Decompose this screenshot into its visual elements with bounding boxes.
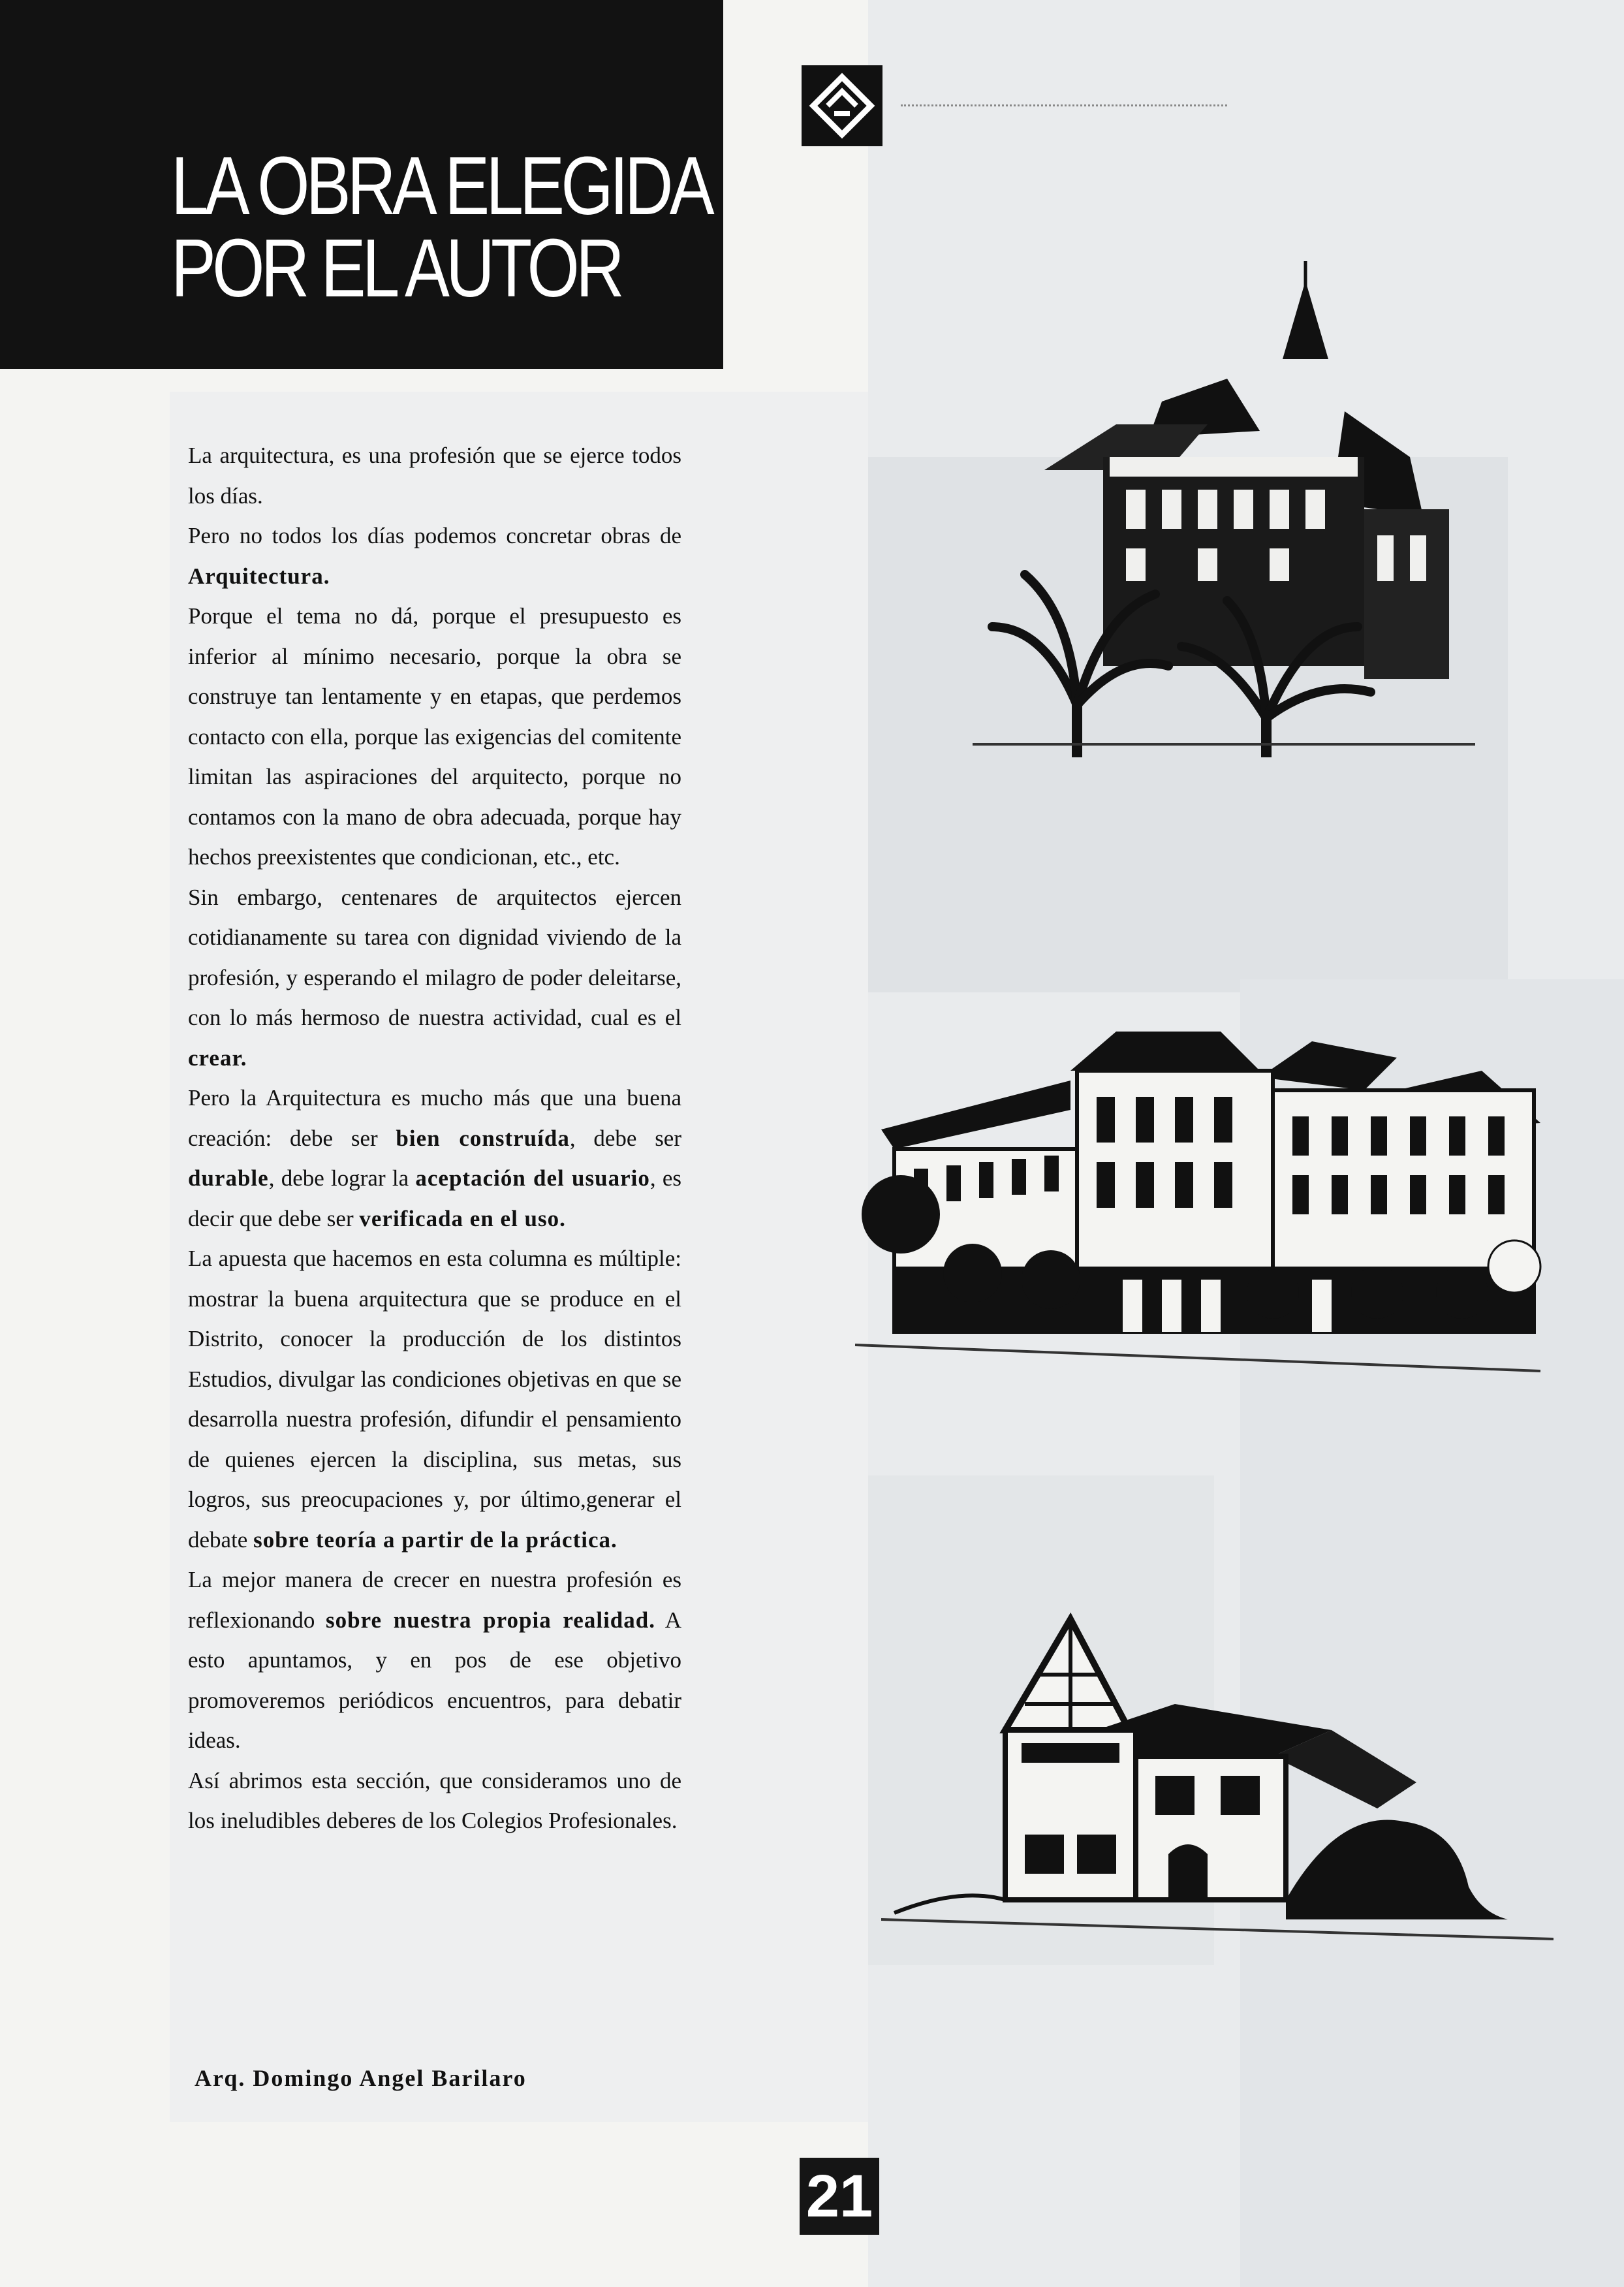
title-line: POR EL AUTOR (171, 222, 621, 314)
article-paragraph (188, 435, 681, 516)
text-run: Pero no todos los días podemos concretar obras de (188, 523, 681, 548)
article-paragraph (188, 1560, 681, 1761)
bold-text-run: verificada en el uso. (359, 1205, 566, 1231)
tower-villa-sketch-icon (953, 261, 1488, 757)
article-body (188, 435, 681, 1841)
bold-text-run: sobre teoría a partir de la práctica. (253, 1526, 617, 1553)
article-paragraph (188, 1761, 681, 1841)
text-run: A esto apuntamos, y en pos de ese objetivo promoveremos periódicos encuentros, para debatir ideas. (188, 1607, 681, 1753)
bold-text-run: aceptación del usuario (415, 1165, 650, 1191)
article-paragraph (188, 877, 681, 1079)
text-run: , debe ser (569, 1125, 681, 1151)
bold-text-run: bien construída (396, 1125, 570, 1151)
text-run: , debe lograr la (268, 1165, 416, 1191)
text-run: La arquitectura, es una profesión que se ejerce todos los días. (188, 443, 681, 509)
bold-text-run: sobre nuestra propia realidad. (326, 1607, 655, 1633)
bold-text-run: durable (188, 1165, 269, 1191)
article-paragraph (188, 596, 681, 877)
magazine-logo-icon (802, 65, 882, 146)
text-run: La apuesta que hacemos en esta columna es múltiple: mostrar la buena arquitectura que se produce en el Distrito, conocer la producción de los distintos Estudios, divulgar las condiciones objetivas en que se desarrolla nuestra profesión, difundir el pensamiento de quienes ejercen la disciplina, sus metas, sus logros, sus preocupaciones y, por último,generar el debate (188, 1246, 681, 1553)
article-paragraph (188, 1078, 681, 1238)
text-run: La mejor manera de crecer en nuestra profesión es reflexionando (188, 1567, 681, 1633)
page-number: 21 (800, 2158, 879, 2235)
tudor-house-sketch-icon (881, 1613, 1554, 1952)
article-paragraph (188, 516, 681, 596)
text-run: Sin embargo, centenares de arquitectos ejercen cotidianamente su tarea con dignidad viviendo de la profesión, y esperando el milagro de poder deleitarse, con lo más hermoso de nuestra actividad, cual es el (188, 884, 681, 1030)
bold-text-run: Arquitectura. (188, 563, 330, 589)
text-run: , es decir que debe ser (188, 1165, 682, 1231)
article-paragraph (188, 1238, 681, 1560)
title-banner (0, 0, 723, 369)
bold-text-run: crear. (188, 1045, 247, 1071)
corner-building-sketch-icon (855, 1018, 1547, 1384)
title-line: LA OBRA ELEGIDA (171, 140, 711, 232)
page-title (171, 140, 711, 314)
text-run: Pero la Arquitectura es mucho más que una buena creación: debe ser (188, 1085, 681, 1151)
text-run: Porque el tema no dá, porque el presupuesto es inferior al mínimo necesario, porque la obra se construye tan lentamente y en etapas, que perdemos contacto con ella, porque las exigencias del comitente limitan las aspiraciones del arquitecto, porque no contamos con la mano de obra adecuada, porque hay hechos preexistentes que condicionan, etc., etc. (188, 603, 681, 870)
header-rule (901, 104, 1227, 106)
author-signature: Arq. Domingo Angel Barilaro (195, 2065, 527, 2091)
text-run: Así abrimos esta sección, que consideramos uno de los ineludibles deberes de los Colegios Profesionales. (188, 1767, 681, 1833)
